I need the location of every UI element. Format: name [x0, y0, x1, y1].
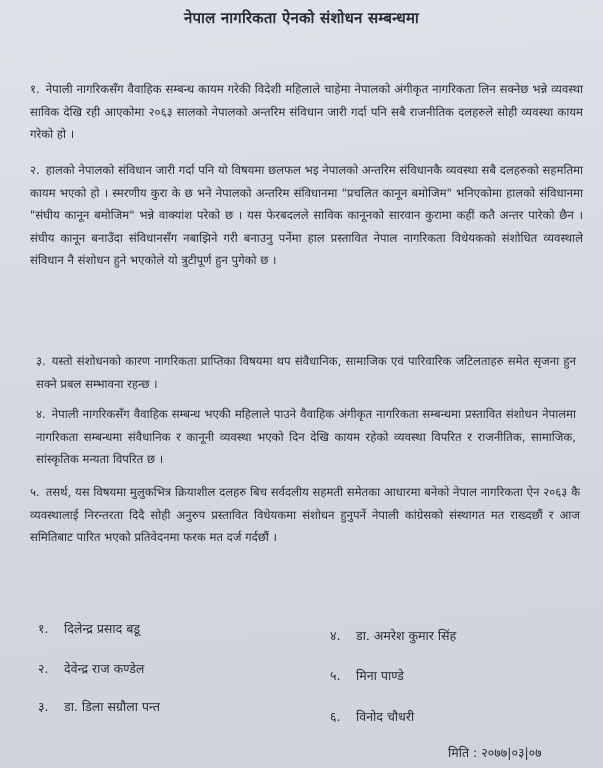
signatory-number: १.: [38, 621, 49, 636]
paragraph-4: [36, 403, 576, 471]
paragraph-3: [36, 350, 576, 395]
signatory-5: [330, 667, 404, 684]
document-date: [448, 744, 542, 761]
paragraph-text: नेपाली नागरिकसँग वैवाहिक सम्बन्ध भएकी महिलाले पाउने वैवाहिक अंगीकृत नागरिकता सम्बन्धमा प्रस्तावित संशोधन नेपालमा नागरिकता सम्बन्धमा संवैधानिक र कानूनी व्यवस्था भएको दिन देखि कायम रहेको व्यवस्था विपरित र राजनीतिक, सामाजिक, सांस्कृतिक मन्यता विपरित छ ।: [36, 407, 576, 466]
signatory-name: विनोद चौधरी: [356, 709, 415, 724]
paragraph-text: तसर्थ, यस विषयमा मुलुकभित्र क्रियाशील दलहरु बिच सर्वदलीय सहमती समेतका आधारमा बनेको नेपाल नागरिकता ऐन २०६३ कै व्यवस्थालाई निरन्तरता दिदै सोही अनुरुप प्रस्तावित विधेयकमा संशोधन हुनुपर्ने नेपाली कांग्रेसको संस्थागत मत राख्दछौं र आज समितिबाट पारित भएको प्रतिवेदनमा फरक मत दर्ज गर्दछौं ।: [30, 485, 580, 544]
signatory-name: डा. डिला सग्रौला पन्त: [64, 699, 160, 714]
signatory-number: ६.: [330, 709, 341, 724]
signatory-name: डा. अमरेश कुमार सिंह: [356, 628, 457, 643]
signatory-number: ३.: [38, 699, 49, 714]
paragraph-number: ३.: [36, 354, 46, 368]
date-label: मिति :: [448, 745, 478, 760]
signatory-2: [38, 660, 144, 677]
paragraph-text: यस्तो संशोधनको कारण नागरिकता प्राप्तिका विषयमा थप संवैधानिक, सामाजिक एवं पारिवारिक जटिलताहरु समेत सृजना हुन सक्ने प्रबल सम्भावना रहन्छ ।: [36, 354, 576, 391]
signatory-6: [330, 708, 414, 725]
document-title: नेपाल नागरिकता ऐनको संशोधन सम्बन्धमा: [183, 9, 420, 27]
signatory-4: [330, 627, 456, 644]
signatory-1: [38, 620, 140, 637]
paragraph-5: [30, 481, 580, 549]
signatory-name: मिना पाण्डे: [356, 668, 404, 683]
date-value: २०७७|०३|०७: [481, 745, 542, 760]
paragraph-number: २.: [30, 163, 40, 177]
signatory-number: ४.: [330, 628, 341, 643]
signatory-3: [38, 698, 160, 715]
paragraph-number: ५.: [30, 485, 40, 499]
signatory-number: ५.: [330, 668, 341, 683]
paragraph-1: [30, 78, 583, 146]
paragraph-text: हालको नेपालको संविधान जारी गर्दा पनि यो विषयमा छलफल भइ नेपालको अन्तरिम संविधानकै व्यवस्था सबै दलहरुको सहमतिमा कायम भएको हो । स्मरणीय कुरा के छ भने नेपालको अन्तरिम संविधानमा "प्रचलित कानून बमोजिम" भनिएकोमा हालको संविधानमा "संघीय कानून बमोजिम" भन्ने वाक्यांश परेको छ । यस फेरबदलले साविक कानूनको सारवान कुरामा कहीं कतै अन्तर पारेको छैन । संघीय कानून बनाउँदा संविधानसँग नबाझिने गरी बनाउनु पर्नेमा हाल प्रस्तावित नेपाल नागरिकता विधेयकको संशोधित व्यवस्थाले संविधान नै संशोधन हुने भएकोले यो त्रुटीपूर्ण हुन पुगेको छ ।: [30, 163, 583, 267]
paragraph-number: १.: [30, 82, 40, 96]
paragraph-text: नेपाली नागरिकसँग वैवाहिक सम्बन्ध कायम गरेकी विदेशी महिलाले चाहेमा नेपालको अंगीकृत नागरिकता लिन सक्नेछ भन्ने व्यवस्था साविक देखि रही आएकोमा २०६३ सालको नेपालको अन्तरिम संविधान जारी गर्दा पनि सबै राजनीतिक दलहरुले सोही व्यवस्था कायम गरेको हो ।: [30, 82, 583, 141]
signatory-number: २.: [38, 661, 49, 676]
signatory-name: दिलेन्द्र प्रसाद बडू: [64, 621, 141, 636]
paragraph-2: [30, 159, 583, 272]
paragraph-number: ४.: [36, 407, 46, 421]
signatory-name: देवेन्द्र राज कण्डेल: [64, 661, 145, 676]
